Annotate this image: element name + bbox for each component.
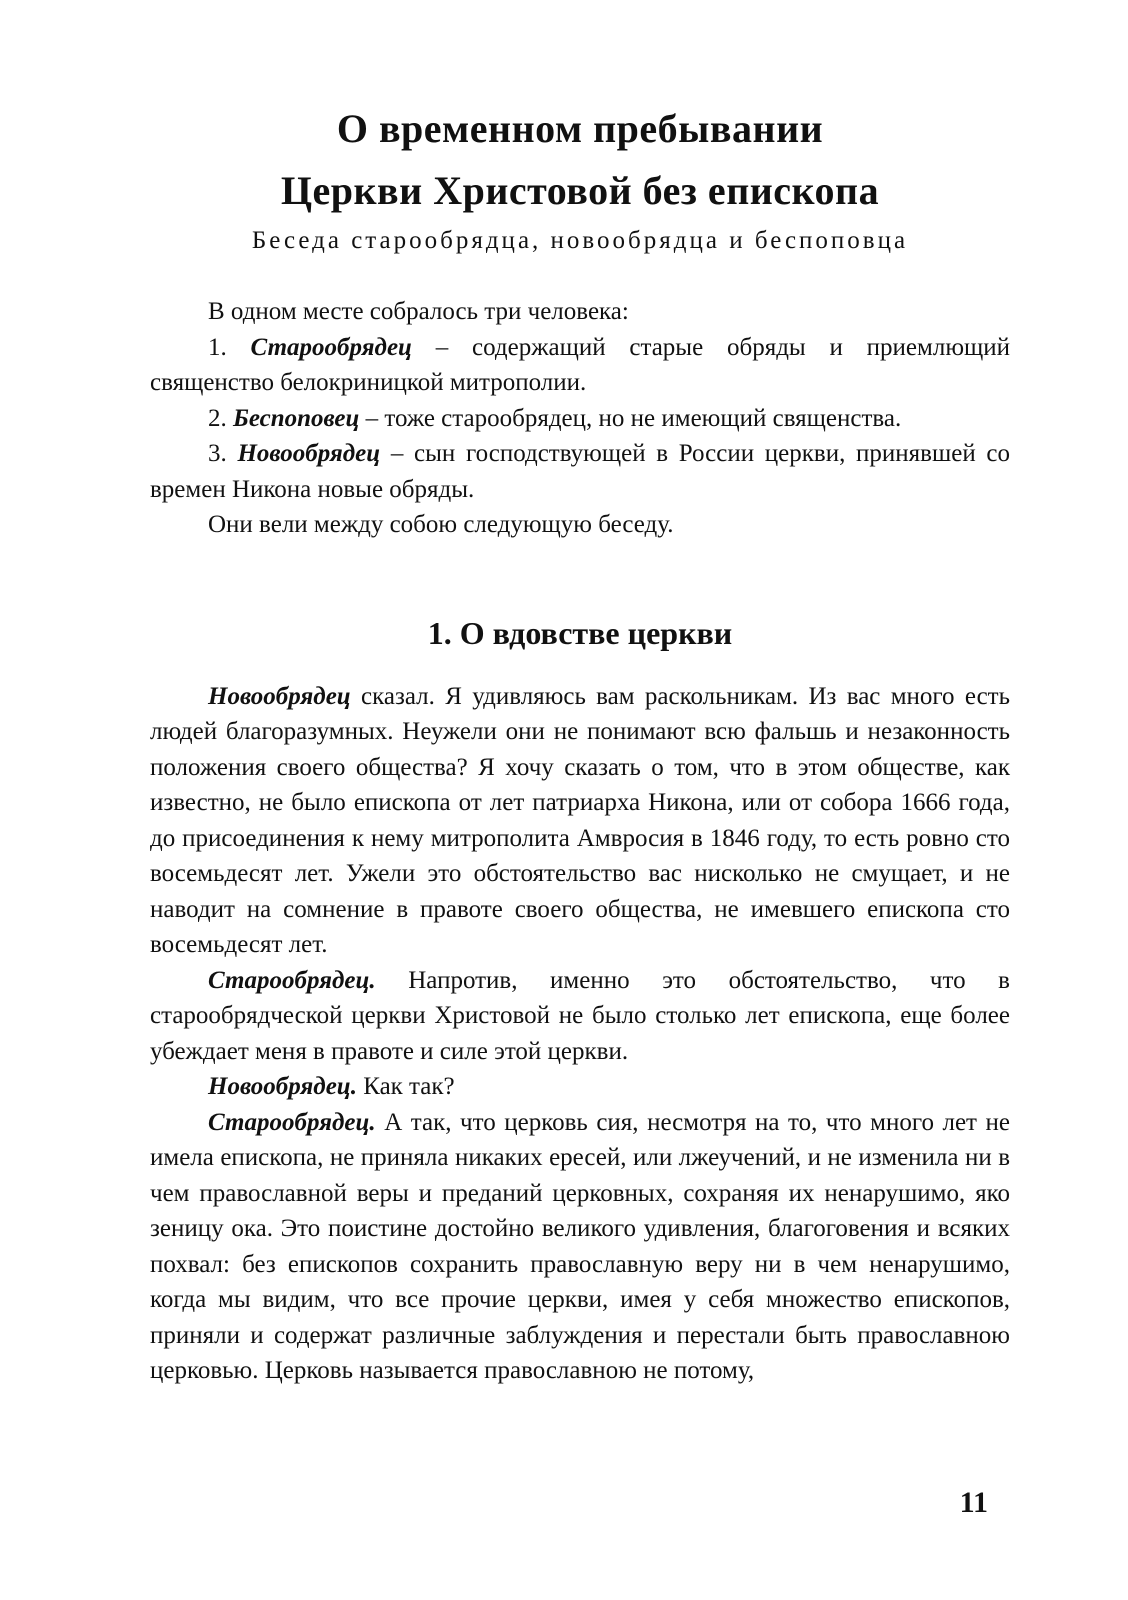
intro-closing: Они вели между собою следующую беседу.	[208, 511, 674, 538]
intro-item-text: – сын господствующей в России церкви, принявшей со времен Никона новые обряды.	[150, 440, 1010, 503]
intro-item-term: Новообрядец	[237, 440, 381, 467]
intro-item-1	[150, 330, 1010, 401]
speaker-name: Старообрядец.	[208, 966, 376, 994]
page-number: 11	[959, 1486, 988, 1519]
intro-item-number: 2.	[208, 404, 227, 432]
page-content	[150, 98, 1010, 1389]
speaker-name: Новообрядец.	[208, 1073, 357, 1100]
speaker-name: Новообрядец	[208, 682, 351, 710]
intro-item-term: Беспоповец	[233, 404, 360, 432]
intro-item-term: Старообрядец	[250, 333, 412, 361]
intro-item-3	[150, 436, 1010, 507]
intro-lead: В одном месте собралось три человека:	[208, 298, 629, 325]
chapter-subtitle: Беседа старообрядца, новообрядца и беспоповца	[251, 227, 909, 254]
section-heading: 1. О вдовстве церкви	[427, 614, 733, 651]
chapter-title-line-1: О временном пребывании	[336, 106, 824, 151]
intro-item-number: 3.	[208, 440, 227, 467]
intro-item-number: 1.	[208, 333, 227, 361]
speech-text: А так, что церковь сия, несмотря на то, что много лет не имела епископа, не приняла никаких ересей, или лжеучений, и не изменила ни в чем православной веры и преданий церковных, сохраняя их ненарушимо, яко зеницу ока. Это поистине достойно великого удивления, благоговения и всяких похвал: без епископов сохранить православную веру ни в чем ненарушимо, когда мы видим, что все прочие церкви, имея у себя множество епископов, приняли и содержат различные заблуждения и перестали быть православною церковью. Церковь называется православною не потому,	[150, 1108, 1010, 1384]
intro-item-2	[150, 401, 1010, 437]
intro-item-text: – тоже старообрядец, но не имеющий священства.	[359, 404, 902, 432]
speech-text: Как так?	[356, 1073, 455, 1100]
speech-text: сказал. Я удивляюсь вам раскольникам. Из вас много есть людей благоразумных. Неужели они не понимают всю фальшь и незаконность положения своего общества? Я хочу сказать о том, что в этом обществе, как известно, не было епископа от лет патриарха Никона, или от собора 1666 года, до присоединения к нему митрополита Амвросия в 1846 году, то есть ровно сто восемьдесят лет. Ужели это обстоятельство вас нисколько не смущает, и не наводит на сомнение в правоте своего общества, не имевшего епископа сто восемьдесят лет.	[150, 682, 1010, 958]
speaker-name: Старообрядец.	[208, 1108, 376, 1136]
dialogue-paragraph	[150, 963, 1010, 1070]
dialogue-paragraph	[150, 679, 1010, 963]
chapter-title-line-2: Церкви Христовой без епископа	[280, 168, 880, 213]
dialogue-paragraph	[150, 1105, 1010, 1389]
dialogue-paragraph	[150, 1069, 1010, 1105]
intro-item-text: – содержащий старые обряды и приемлющий священство белокриницкой митрополии.	[150, 333, 1011, 396]
chapter-title	[150, 98, 1010, 222]
speech-text: Напротив, именно это обстоятельство, что в старообрядческой церкви Христовой не было столько лет епископа, еще более убеждает меня в правоте и силе этой церкви.	[150, 966, 1010, 1065]
